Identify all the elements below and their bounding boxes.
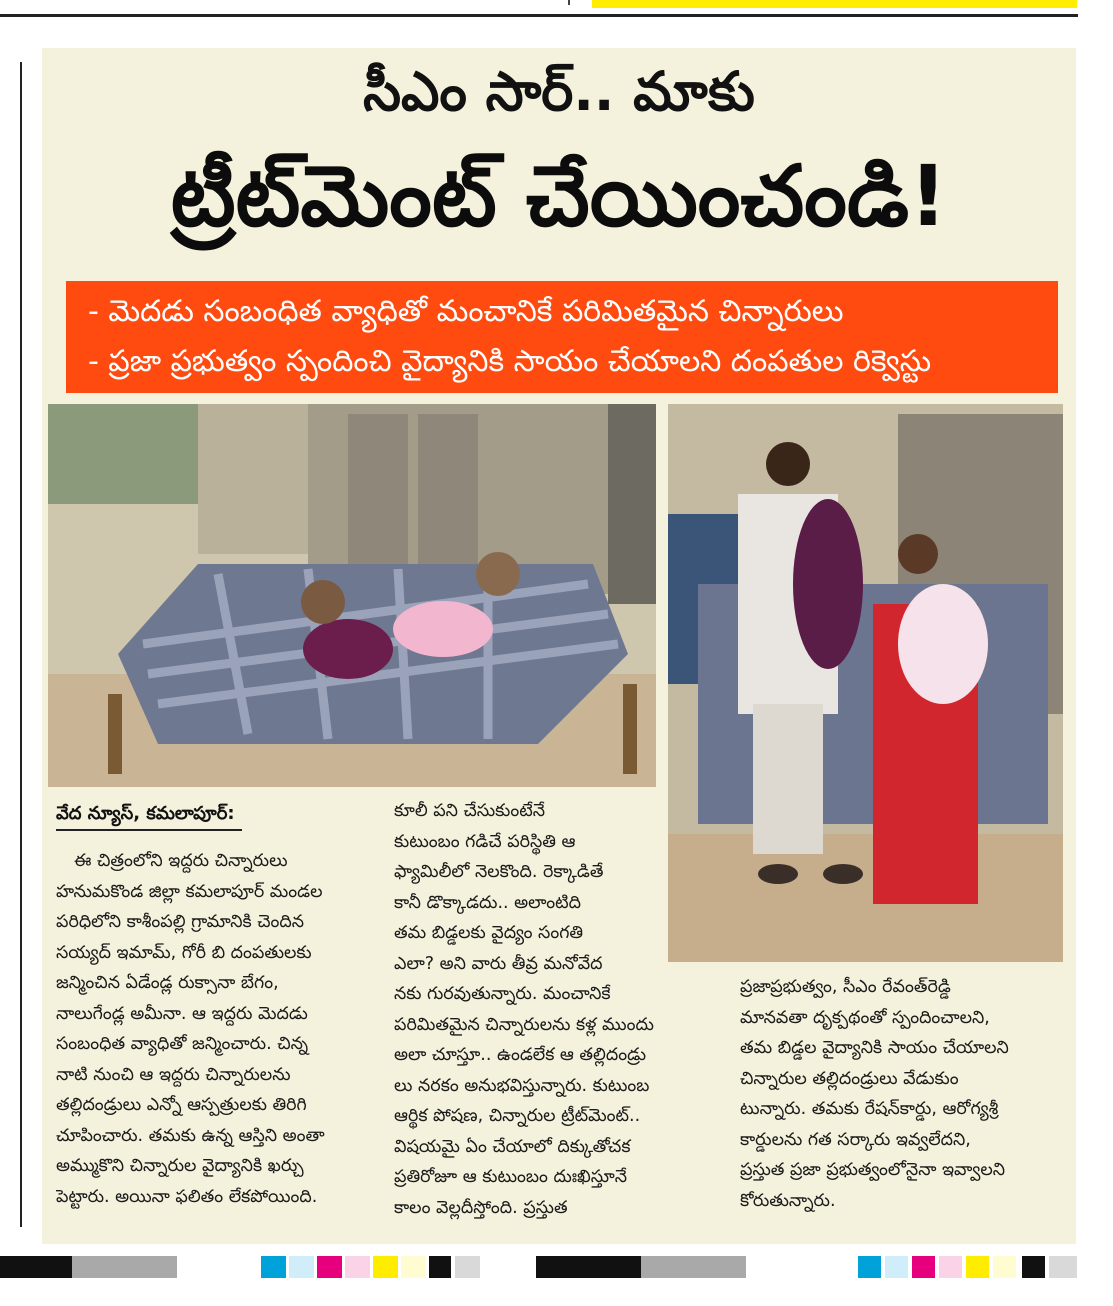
registration-bar-light-yellow-2: [993, 1256, 1016, 1278]
body-line: సంబంధిత వ్యాధితో జన్మించారు. చిన్న: [56, 1034, 309, 1054]
body-column-3: [740, 972, 1060, 1216]
body-line: మానవతా దృక్పథంతో స్పందించాలని,: [740, 1007, 990, 1028]
body-line: ఆర్థిక పోషణ, చిన్నారుల ట్రీట్‌మెంట్..: [394, 1106, 641, 1126]
body-line: పరిమితమైన చిన్నారులను కళ్ల ముందు: [394, 1014, 654, 1035]
registration-bar-cyan-2: [858, 1256, 881, 1278]
registration-bar-black-3: [536, 1256, 641, 1278]
registration-bar-black: [0, 1256, 72, 1278]
page-edge-yellow-strip: [592, 0, 1077, 8]
body-line: చిన్నారుల తల్లిదండ్రులు వేడుకుం: [740, 1068, 959, 1089]
registration-bar-yellow: [373, 1256, 398, 1278]
registration-bar-magenta: [317, 1256, 342, 1278]
body-column-2: [394, 796, 664, 1223]
registration-bar-light-magenta-2: [939, 1256, 962, 1278]
body-line: అలా చూస్తూ.. ఉండలేక ఆ తల్లిదండ్రు: [394, 1045, 647, 1065]
body-line: టున్నారు. తమకు రేషన్‌కార్డు, ఆరోగ్యశ్రీ: [740, 1099, 999, 1119]
body-line: నకు గురవుతున్నారు. మంచానికే: [394, 984, 611, 1004]
photo-children-on-cot: [48, 404, 656, 787]
body-line: కోరుతున్నారు.: [740, 1190, 836, 1211]
body-line: లు నరకం అనుభవిస్తున్నారు. కుటుంబ: [394, 1075, 650, 1096]
article-panel: [42, 48, 1076, 1244]
registration-bar-magenta-2: [912, 1256, 935, 1278]
body-line: కానీ డొక్కాడదు.. అలాంటిది: [394, 892, 582, 913]
body-line: తమ బిడ్డల వైద్యానికి సాయం చేయాలని: [740, 1038, 1009, 1058]
body-line: తమ బిడ్డలకు వైద్యం సంగతి: [394, 923, 584, 943]
body-line: కాలం వెల్లదీస్తోంది. ప్రస్తుత: [394, 1197, 568, 1218]
deck-line: - మెదడు సంబంధిత వ్యాధితో మంచానికే పరిమితమైన చిన్నారులు: [88, 294, 844, 329]
body-column-1: [56, 846, 386, 1212]
body-line: సయ్యద్ ఇమామ్, గోరీ బి దంపతులకు: [56, 942, 312, 963]
body-line: పరిధిలోని కాశీంపల్లి గ్రామానికి చెందిన: [56, 912, 305, 932]
body-line: చూపించారు. తమకు ఉన్న ఆస్తిని అంతా: [56, 1125, 325, 1146]
body-line: విషయమై ఏం చేయాలో దిక్కుతోచక: [394, 1136, 631, 1157]
page-edge-tick: [568, 0, 570, 5]
body-line: నాటి నుంచి ఆ ఇద్దరు చిన్నారులను: [56, 1064, 291, 1085]
deck-line: - ప్రజా ప్రభుత్వం స్పందించి వైద్యానికి సాయం చేయాలని దంపతుల రిక్వెస్టు: [88, 344, 932, 379]
article-kicker: సీఎం సార్.. మాకు: [363, 60, 755, 123]
registration-bar-light-cyan-2: [885, 1256, 908, 1278]
body-line: ప్రస్తుత ప్రజా ప్రభుత్వంలోనైనా ఇవ్వాలని: [740, 1160, 1006, 1180]
registration-bar-grey-2: [455, 1256, 480, 1278]
body-line: కుటుంబం గడిచే పరిస్థితి ఆ: [394, 831, 576, 852]
registration-bar-light-cyan: [289, 1256, 314, 1278]
body-line: జన్మించిన ఏడేండ్ల రుక్సానా బేగం,: [56, 973, 279, 993]
article-deck: [66, 281, 1058, 393]
body-line: అమ్ముకొని చిన్నారుల వైద్యానికి ఖర్చు: [56, 1156, 304, 1176]
article-headline: ట్రీట్‌మెంట్ చేయించండి!: [170, 147, 948, 245]
article-byline: వేద న్యూస్, కమలాపూర్:: [56, 803, 235, 824]
registration-bar-black-2: [429, 1256, 451, 1278]
body-line: పెట్టారు. అయినా ఫలితం లేకపోయింది.: [56, 1186, 318, 1207]
body-line: నాలుగేండ్ల అమీనా. ఆ ఇద్దరు మెదడు: [56, 1003, 308, 1024]
body-line: ప్రతిరోజూ ఆ కుటుంబం దుఃఖిస్తూనే: [394, 1167, 628, 1187]
body-line: ఈ చిత్రంలోని ఇద్దరు చిన్నారులు: [74, 851, 288, 871]
registration-bar-light-yellow: [401, 1256, 426, 1278]
byline-underline: [56, 829, 242, 831]
body-line: కూలీ పని చేసుకుంటేనే: [394, 801, 546, 821]
registration-bar-grey: [72, 1256, 177, 1278]
body-line: తల్లిదండ్రులు ఎన్నో ఆస్పత్రులకు తిరిగి: [56, 1095, 307, 1115]
body-line: ప్రజాప్రభుత్వం, సీఎం రేవంత్‌రెడ్డి: [740, 977, 951, 997]
photo-parents-holding-children: [668, 404, 1063, 962]
body-line: ఎలా? అని వారు తీవ్ర మనోవేద: [394, 953, 603, 974]
column-rule: [20, 62, 22, 1227]
body-line: కార్డులను గత సర్కారు ఇవ్వలేదని,: [740, 1129, 971, 1150]
body-line: ఫ్యామిలీలో నెలకొంది. రెక్కాడితే: [394, 862, 604, 882]
registration-bar-black-4: [1022, 1256, 1045, 1278]
registration-bar-grey-3: [641, 1256, 746, 1278]
registration-bar-grey-4: [1049, 1256, 1077, 1278]
header-rule: [0, 14, 1078, 17]
registration-bar-yellow-2: [966, 1256, 989, 1278]
body-line: హనుమకొండ జిల్లా కమలాపూర్ మండల: [56, 881, 323, 902]
registration-bar-light-magenta: [345, 1256, 370, 1278]
registration-bar-cyan: [261, 1256, 286, 1278]
